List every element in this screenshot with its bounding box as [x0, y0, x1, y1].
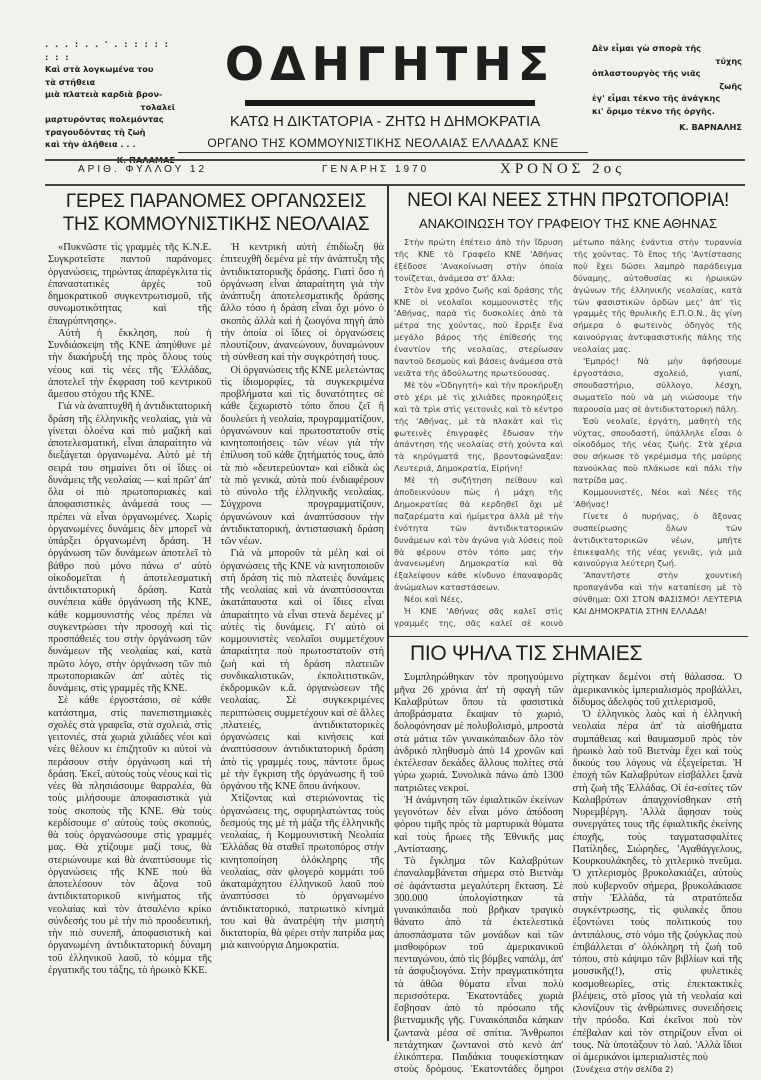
- paragraph: 'Εμπρός! Νὰ μὴν ἀφήσουμε ἐργοστάσιο, σχολειό, γιαπί, σπουδαστήριο, σύλλογο, λέσχη, σωματεῖο ποὺ νὰ μὴ νιώσουμε τὴν παρουσία μας σὲ ἀντιδικτατορικὴ πάλη.: [573, 356, 742, 414]
- paragraph: «Πυκνῶστε τὶς γραμμὲς τῆς Κ.Ν.Ε. Συγκροτεῖστε παντοῦ παράνομες ὀργανώσεις, τηρώντας ἀπαρέγκλιτα τὶς ἐπαναστατικὲς ἀρχὲς τοῦ δημοκρατικοῦ συγκεντρωτισμοῦ, τῆς συνωμοτικότητας καὶ τῆς ἐπαγρύπνησης».: [48, 242, 212, 327]
- article-right-top-body: [394, 237, 742, 630]
- paragraph: Χτίζοντας καὶ στεριώνοντας τὶς ὀργανώσεις της, σφυρηλατώντας τοὺς δεσμούς της μὲ τὴ μάζα τῆς ἑλληνικῆς νεολαίας, ἡ Κομμουνιστικὴ Νεολαία Ἑλλάδας θὰ σταθεῖ πρωτοπόρος στὴν κινητοποίηση ὁλόκληρης τῆς νεολαίας, σὰν φλογερὸ κομμάτι τοῦ ἀκαταμάχητου ἑλληνικοῦ λαοῦ ποὺ ἀναπτύσσει τὸ ὀργανωμένο ἀντιδικτατορικό, πατριωτικὸ κίνημά του καὶ θὰ ἀνατρέψη τὴν μισητὴ δικτατορία, θὰ φέρει στὴν πατρίδα μας μιὰ καινούργια Δημοκρατία.: [220, 793, 384, 952]
- quote-line: Καὶ στὰ λογκωμένα του: [45, 64, 154, 74]
- quote-varnalis: [592, 42, 742, 134]
- paragraph: Συμπληρώθηκαν τὸν προηγούμενο μῆνα 26 χρόνια ἀπ' τὴ σφαγὴ τῶν Καλαβρύτων ὅπου τὰ φασιστικὰ ἀποβράσματα ἔκαψαν τὸ χωριό, δολοφόνησαν μὲ πολυβολισμό, μπροστὰ στὰ μάτια τῶν γυναικόπαιδων ὅλο τὸν ἀνδρικὸ πληθυσμὸ ἀπὸ 14 χρονῶν καὶ ἐκτέλεσαν δεκάδες ἄλλους πολίτες στὰ γύρω χωριά. Συνολικὰ πάνω ἀπὸ 1300 πατριῶτες νεκροί.: [394, 672, 564, 794]
- quote-line: κι' ὄριμο τέκνο τῆς ὀργῆς.: [592, 105, 715, 116]
- paragraph: Σὲ κάθε ἐργοστάσιο, σὲ κάθε κατάστημα, στὶς πανεπιστημιακὲς σχολὲς στὰ γραφεῖα, στὰ σχολειά, στὶς γειτονιές, στὰ χωριὰ χιλιάδες νέοι καὶ νέες θέλουν κι ἐπιζητοῦν κι αὐτοὶ νὰ περάσουν στὴν ὀργάνωση καὶ τὴ δράση. Ἐκεῖ, αὐτοὺς τοὺς νέους καὶ τὶς νέες θὰ πλησιάσουμε θαρραλέα, θὰ τοὺς μιλήσουμε ἀποφασιστικὰ γιὰ τοὺς σκοποὺς τῆς ΚΝΕ. Θὰ τοὺς κερδίσουμε σ' αὐτοὺς τοὺς σκοπούς, θὰ τοὺς ὀργανώσουμε στὶς γραμμές μας. Θὰ χτίζουμε μαζί τους, θὰ στεριώνουμε καὶ θὰ ἀναπτύσουμε τὶς ὀργανώσεις τῆς ΚΝΕ ποὺ θὰ ἀποτελέσουν τὸν ἄξονα τοῦ ἀντιδικτατορικοῦ κινήματος τῆς νεολαίας καὶ τὸν ἀτσαλένιο κρίκο σύνδεσής του μὲ τὴν πιὸ προοδευτική, τὴν πιὸ συνεπῆ, ἀποφασιστικὴ καὶ ὀργανωμένη ἀντιδικτατορικὴ δύναμη τοῦ ἑλληνικοῦ λαοῦ, τὸ κόμμα τῆς ἐργατικῆς του τάξης, τὸ ἡρωικὸ ΚΚΕ.: [48, 695, 212, 976]
- right-column: [394, 189, 742, 1077]
- newspaper-title: ΟΔΗΓΗΤΗΣ: [224, 37, 556, 91]
- article-right-subheadline: ΑΝΑΚΟΙΝΩΣΗ ΤΟΥ ΓΡΑΦΕΙΟΥ ΤΗΣ ΚΝΕ ΑΘΗΝΑΣ: [419, 216, 717, 231]
- issue-date: ΓΕΝΑΡΗΣ 1970: [322, 164, 430, 175]
- quote-line: Δὲν εἶμαι γὼ σπορὰ τῆς: [592, 43, 702, 53]
- issue-number: ΑΡΙΘ. ΦΥΛΛΟΥ 12: [78, 164, 208, 175]
- paragraph: Ἐσὺ νεολαῖε, ἐργάτη, μαθητὴ τῆς νύχτας, σπουδαστή, ὑπάλληλε εἶσαι ὁ οἰκοδόμος τῆς νέας ζωῆς. Στὰ χέρια σου σήκωσε τὸ γκρέμισμα τῆς μαύρης πανούκλας ποὺ πλάκωσε καὶ πάλι τὴν πατρίδα μας.: [573, 415, 742, 486]
- quote-dots: . . . : . . ' . : : : : : : : :: [45, 39, 171, 62]
- paragraph: Γίνετε ὁ πυρήνας, ὁ ἄξονας συσπείρωσης ὅλων τῶν ἀντιδικτατορικῶν νέων, μπῆτε ἐπικεφαλῆς τῆς νέας γενιᾶς, γιὰ μιὰ καινούργια λεύτερη ζωή.: [573, 510, 742, 569]
- paragraph: Μὲ τὴ συζήτηση πείθουν καὶ ἀποδεικνύουν πὼς ἡ μάχη τῆς Δημοκρατίας θὰ κερδηθεῖ ὄχι μὲ παζαρέματα καὶ ἡμίμετρα ἀλλὰ μὲ τὴν ἑνότητα τῶν ἀντιδικτατορικῶν δυνάμεων καὶ τὸν ἀγώνα γιὰ λύσεις ποὺ θὰ φέρουν στὸν τόπο μας τὴν ἀνανεωμένη Δημοκρατία καὶ θὰ ἐξαλείψουν κάθε κίνδυνο ἐπαναφορᾶς ἀνώμαλων καταστάσεων.: [394, 475, 563, 593]
- paragraph: Ἡ ἀνάμνηση τῶν ἐφιαλτικῶν ἐκείνων γεγονότων δὲν εἶναι μόνο ἀπόδοση φόρου τιμῆς πρὸς τὰ μαρτυρικὰ θύματα καὶ τοὺς ἥρωες τῆς Ἐθνικῆς μας ,Αντίστασης.: [394, 794, 564, 855]
- column-divider: [387, 186, 389, 1041]
- paragraph: Κομμουνιστές, Νέοι καὶ Νέες τῆς 'Αθήνας!: [573, 487, 742, 509]
- issue-line: [60, 161, 700, 180]
- paragraph: Αὐτὴ ἡ ἔκκληση, ποὺ ἡ Συνδιάσκεψη τῆς ΚΝΕ ἀπηύθυνε μὲ τὴν διακήρυξή της πρὸς ὅλους τοὺς νέους καὶ τὶς νέες τῆς Ἑλλάδας, ἀποτελεῖ τὴν ἔκφραση τοῦ κεντρικοῦ ἄμεσου στόχου τῆς ΚΝΕ.: [48, 327, 212, 400]
- paragraph: Μὲ τὸν «Ὁδηγητὴ» καὶ τὴν προκήρυξη στὸ χέρι μὲ τὶς χιλιάδες προκηρύξεις καὶ τὰ τρὶκ στὶς γειτονιὲς καὶ τὸ κέντρο τῆς 'Αθήνας, μὲ τὰ πλακὰτ καὶ τὶς φωτεινὲς ἐπιγραφὲς ἔδωσαν τὴν ἀπάντηση τῆς νεολαίας στὴ χούντα καὶ τὰ κηρύγματά της, βροντοφώναξαν: Λευτεριά, Δημοκρατία, Εἰρήνη!: [394, 379, 563, 474]
- quote-line: τὰ στήθεια: [45, 76, 96, 87]
- slogan: ΚΑΤΩ Η ΔΙΚΤΑΤΟΡΙΑ - ΖΗΤΩ Η ΔΗΜΟΚΡΑΤΙΑ: [229, 113, 541, 130]
- paragraph: Ἡ κεντρικὴ αὐτὴ ἐπιδίωξη θὰ ἐπιτευχθῆ δεμένα μὲ τὴν ἀνάπτυξη τῆς ἀντιδικτατορικῆς δράσης. Γιατὶ ὅσο ἡ ὀργάνωση εἶναι ἀπαραίτητη γιὰ τὴν ἀνάπτυξη ἀποτελεσματικῆς δράσης ἄλλο τόσο ἡ δράση εἶναι ὄχι μόνο ὁ σκοπὸς ἀλλὰ καὶ ἡ ζωογόνα πηγὴ ἀπὸ τὴν ὁποία οἱ ἴδιες οἱ ὀργανώσεις πλουτίζουν, ἀνανεώνουν, δυναμώνουν τὴ σύνθεση καὶ τὴν συγκρότησή τους.: [220, 242, 384, 364]
- quote-line: τύχης: [715, 55, 742, 66]
- paragraph: Ἡ ΚΝΕ 'Αθήνας σᾶς καλεῖ στὶς γραμμές της, σᾶς καλεῖ σὲ κοινὸ μέτωπο πάλης ἐνάντια στὴν τυραννία τῆς χούντας. Τὸ ἔπος τῆς 'Αντίστασης ποὺ ἔχει δώσει λαμπρὸ παράδειγμα δύναμης, αὐτοθυσίας κι ἡρωικῶν ἀγώνων τῆς ἑλληνικῆς νεολαίας, κατὰ τῶν φασιστικῶν ὀρδῶν μες' ἀπ' τὶς γραμμὲς τῆς θρυλικῆς Ε.Π.Ο.Ν., ἂς γίνη σήμερα ὁ φωτεινὸς ὁδηγὸς τῆς καινούργιας ἀντιφασιστικῆς πάλης τῆς νεολαίας μας.: [394, 237, 742, 628]
- divider: [45, 184, 745, 186]
- quote-line: ζωῆς: [719, 80, 742, 91]
- article-left-headline: [48, 190, 384, 236]
- paragraph: Νέοι καὶ Νέες,: [404, 594, 463, 605]
- quote-line: καὶ τὴν ἀλήθεια . . .: [45, 139, 136, 149]
- paragraph: Στὴν πρώτη ἐπέτειο ἀπὸ τὴν ἵδρυση τῆς ΚΝΕ τὸ Γραφεῖο ΚΝΕ 'Αθήνας ἐξέδοσε 'Ανακοίνωση στὴν ὁποία τονίζεται, ἀνάμεσα στ' ἄλλα:: [394, 237, 563, 283]
- article-left: [48, 190, 384, 977]
- quote-author: Κ. ΒΑΡΝΑΛΗΣ: [679, 122, 742, 132]
- paragraph: Οἱ ὀργανώσεις τῆς ΚΝΕ μελετώντας τὶς ἰδιομορφίες, τὰ συγκεκριμένα προβλήματα καὶ τὶς δυνατότητες σὲ κάθε ξεχωριστὸ τόπο ὅπου ζεῖ ἢ δουλεύει ἡ νεολαία, προγραμματίζουν, ὀργανώνουν καὶ πρωτοστατοῦν στὶς κινητοποιήσεις τῶν νέων γιὰ τὴν ἐπίλυση τοῦ κάθε ζητήματός τους, ἀπὸ τὰ πιὸ «δευτερεύοντα» καὶ εἰδικὰ ὡς τὰ πιὸ γενικά, αὐτὰ ποὺ ἐνδιαφέρουν τὸ σύνολο τῆς ἑλληνικῆς νεολαίας. Σύγχρονα προγραμματίζουν, ὀργανώνουν καὶ ἀναπτύσσουν τὴν ἀντιδικτατορική, ἀντιστασιακὴ δράση τῶν νέων.: [220, 364, 384, 547]
- article-right-headline: ΝΕΟΙ ΚΑΙ ΝΕΕΣ ΣΤΗΝ ΠΡΩΤΟΠΟΡΙΑ!: [407, 190, 729, 211]
- title-bar: [245, 100, 535, 106]
- issue-year: ΧΡΟΝΟΣ 2ος: [500, 161, 626, 177]
- quote-palamas: [45, 38, 175, 166]
- paragraph: Γιὰ νὰ μποροῦν τὰ μέλη καὶ οἱ ὀργανώσεις τῆς ΚΝΕ νὰ κινητοποιοῦν στὴ δράση τὶς πιὸ πλατειὲς δυνάμεις τῆς νεολαίας καὶ νὰ ἀναπτύσσονται ἀκατάπαυστα καὶ οἱ ἴδιες εἶναι ἀπαραίτητο νὰ εἶναι στενὰ δεμένες μ' αὐτὲς τὶς δυνάμεις. Γι' αὐτὸ οἱ κομμουνιστὲς νεολαῖοι συμμετέχουν ἀπαραίτητα ποὺ πρωτοστατοῦν στὴ ζωὴ καὶ τὴ δράση πλατειῶν συνδικαλιστικῶν, ἐκπολιτιστικῶν, ἐκδρομικῶν κ.ἄ. ὀργανώσεων τῆς νεολαίας. Σὲ συγκεκριμένες περιπτώσεις συμμετέχουν καὶ σὲ ἄλλες ,πλατειές, ἀντιδικτατορικὲς ὀργανώσεις καὶ κινήσεις καὶ ἀναπτύσσουν ἀντιδικτατορικὴ δράση ἀπὸ τὶς γραμμές τους, πάντοτε ὅμως μὲ τὴν ἔγκριση τῆς ὀργάνωσης ἢ τοῦ ὀργάνου τῆς ΚΝΕ ὅπου ἀνήκουν.: [220, 548, 384, 792]
- article-bottom-body: [394, 672, 742, 1076]
- quote-line: ἐγ' εἶμαι τέκνο τῆς ἀνάγκης: [592, 93, 721, 103]
- quote-line: μιὰ πλατειὰ καρδιὰ βρον-: [45, 89, 163, 99]
- headline-line: ΤΗΣ ΚΟΜΜΟΥΝΙΣΤΙΚΗΣ ΝΕΟΛΑΙΑΣ: [62, 214, 370, 235]
- paragraph: 'Απαντῆστε στὴν χουντικὴ προπαγάνδα καὶ τὴν καταπίεση μὲ τὸ σύνθημα: ΟΧΙ ΣΤΟΝ ΦΑΣΙΣΜΟ! ΛΕΥΤΕΡΙΑ ΚΑΙ ΔΗΜΟΚΡΑΤΙΑ ΣΤΗΝ ΕΛΛΑΔΑ!: [573, 570, 742, 617]
- article-bottom-headline: ΠΙΟ ΨΗΛΑ ΤΙΣ ΣΗΜΑΙΕΣ: [410, 642, 643, 666]
- paragraph: Γιὰ νὰ ἀναπτυχθῆ ἡ ἀντιδικτατορικὴ δράση τῆς ἑλληνικῆς νεολαίας, γιὰ νὰ γίνεται ὁλοένα καὶ πιὸ μαζικὴ καὶ ἀποτελεσματική, εἶναι ἀπαραίτητο νὰ διεξάγεται ὀργανωμένα. Αὐτὸ μὲ τὴ σειρά του σημαίνει ὅτι οἱ ἴδιες οἱ δυνάμεις τῆς νεολαίας — καὶ πρῶτ' ἀπ' ὅλα οἱ πιὸ πρωτοποριακὲς καὶ ἀποφασιστικὲς ἀνάμεσά τους — πρέπει νὰ εἶναι ὀργανωμένες. Χωρὶς ὀργανωμένες δυνάμεις δὲν μπορεῖ νὰ ὑπάρξει ὀργανωμένη δράση. Ἡ ὀργάνωση τῶν δυνάμεων ἀποτελεῖ τὸ βάθρο ποὺ μόνο πάνω σ' αὐτὸ οἰκοδομεῖται ἡ ἀποτελεσματικὴ ἀντιδικτατορικὴ δράση. Κατὰ συνέπεια κάθε ὀργάνωση τῆς ΚΝΕ, κάθε κομμουνιστὴς νέος πρέπει νὰ συγκεντρώσει τὴν προσοχὴ καὶ τὶς προσπάθειές του στὴν ὀργάνωση τῶν δυνάμεων τῆς νεολαίας καί, κατὰ πρῶτο λόγο, στὴν ὀργάνωση τῶν πιὸ πρωτοποριακῶν ἀπ' αὐτὲς τὶς δυνάμεις, στὶς γραμμὲς τῆς ΚΝΕ.: [48, 401, 212, 694]
- paragraph: Στὸν ἕνα χρόνο ζωῆς καὶ δράσης τῆς ΚΝΕ οἱ νεολαῖοι κομμουνιστὲς τῆς 'Αθήνας, παρὰ τὶς δυσκολίες ἀπὸ τὰ μέτρα της χούντας, ποὺ ἔρριξε ἕνα μεγάλο βάρος τῆς ἐπίθεσής της ἐναντίον τῆς νεολαίας, στερίωσαν παντοῦ δεσμοὺς καὶ βάσεις ἀνάμεσα στὰ νειᾶτα τῆς ἀδούλωτης πρωτεύουσας.: [394, 284, 563, 378]
- quote-line: ὀπλαστουργὸς τῆς νιᾶς: [592, 68, 701, 78]
- quote-line: τραγουδόντας τὴ ζωὴ: [45, 126, 146, 137]
- article-left-body: [48, 242, 384, 977]
- quote-line: μαρτυρόντας πολεμόντας: [45, 114, 164, 124]
- organ-line: ΟΡΓΑΝΟ ΤΗΣ ΚΟΜΜΟΥΝΙΣΤΙΚΗΣ ΝΕΟΛΑΙΑΣ ΕΛΛΑΔΑΣ ΚΝΕ: [178, 136, 588, 153]
- divider: [388, 636, 748, 638]
- continuation-note: (Συνέχεια στὴν σελίδα 2): [572, 1065, 674, 1075]
- paragraph: Τὸ ἔγκλημα τῶν Καλαβρύτων ἐπαναλαμβάνεται σήμερα στὸ Βιετνὰμ σὲ ἀφάνταστα μεγαλύτερη ἔκταση. Σὲ 300.000 ὑπολογίστηκαν τὰ γυναικόπαιδα ποὺ βρῆκαν τραγικὸ θάνατο ἀπὸ τὰ ἐκτελεστικὰ ἀποσπάσματα τῶν μονάδων καὶ τῶν μισθοφόρων τοῦ ἀμερικανικοῦ πενταγώνου, ἀπὸ τὶς βόμβες ναπάλμ, ἀπ' τὰ ἀσφυξιογόνα. Στὴν πραγματικότητα τὰ ἀθῶα θύματα εἶναι πολὺ περισσότερα. Ἑκατοντάδες χωριὰ ἔσβησαν ἀπὸ τὸ πρόσωπο τῆς βιετναμικῆς γῆς. Γυναικόπαιδα κάηκαν ζωντανὰ μέσα σὲ σπίτια. Ἄνθρωποι πετάχτηκαν ζωντανοὶ στὸ κενὸ ἀπ' ἑλικόπτερα. Παιδάκια τουφεκίστηκαν στοὺς δρόμους. Ἑκατοντάδες ὅμηροι ρίχτηκαν δεμένοι στὴ θάλασσα. Ὁ ἀμερικανικὸς ἰμπεριαλισμὸς προβάλλει, δίδυμος ἀδελφὸς τοῦ χιτλερισμοῦ,: [394, 672, 742, 1076]
- quote-line: τολαλεῖ: [140, 101, 175, 112]
- headline-line: ΓΕΡΕΣ ΠΑΡΑΝΟΜΕΣ ΟΡΓΑΝΩΣΕΙΣ: [65, 191, 367, 212]
- divider: [45, 159, 745, 161]
- paragraph: Ὁ ἑλληνικὸς λαὸς καὶ ἡ ἑλληνικὴ νεολαία πέρα ἀπ' τὰ αἰσθήματα συμπάθειας καὶ θαυμασμοῦ πρὸς τὸν ἡρωικὸ λαὸ τοῦ Βιετνὰμ ἔχει καὶ τοὺς δικούς του λόγους νὰ ἐξεγείρεται. Ἡ ἐποχὴ τῶν Καλαβρύτων εἰσβάλλει ξανὰ στὴ ζωὴ τῆς Ἑλλάδας. Οἱ ἐσ-εσίτες τῶν Καλαβρύτων ἀπαγχονίσθηκαν στὴ Νυρεμβέργη. 'Αλλὰ ἄφησαν τοὺς συνεργάτες τους τῆς ἐφιαλτικῆς ἐκείνης ἐποχῆς, τοὺς ταγματασφαλίτες Πατίληδες, Σιώρηδες, 'Αγαθάγγελους, Κουρκουλάκηδες, τὸ χιτλερικὸ πνεῦμα. Ὁ χιτλερισμὸς βρυκολακιάζει, αὐτοὺς ποὺ κυβερνοῦν σήμερα, βρυκολάκιασε στὴν Ἑλλάδα, τὰ στρατόπεδα συγκέντρωσης, τὶς φυλακὲς ὅπου ἐξοντώνει τοὺς πολιτικούς του ἀντιπάλους, στὸ νόμο τῆς ζούγκλας ποὺ ἐπιβάλλεται σ' ὁλόκληρη τὴ ζωὴ τοῦ τόπου, στὸ κάψιμο τῶν βιβλίων καὶ τῆς μουσικῆς(!), στὶς φυλετικὲς κοσμοθεωρίες, στὶς ἐπεκτακτικὲς βλέψεις, στὸ μῖσος γιὰ τὴ νεολαία καὶ κλονίζουν τὶς ἀνθρώπινες συνειδήσεις τὴν πρόοδο. Καὶ ἐκεῖνοι ποὺ τὸν ἐπέβαλαν καὶ τὸν στηρίζουν εἶναι οἱ τους. Νὰ ὑποτάξουν τὸ λαό. 'Αλλὰ ἴδιοι οἱ ἀμερικάνοι ἰμπεριαλιστὲς ποὺ: [572, 709, 742, 1064]
